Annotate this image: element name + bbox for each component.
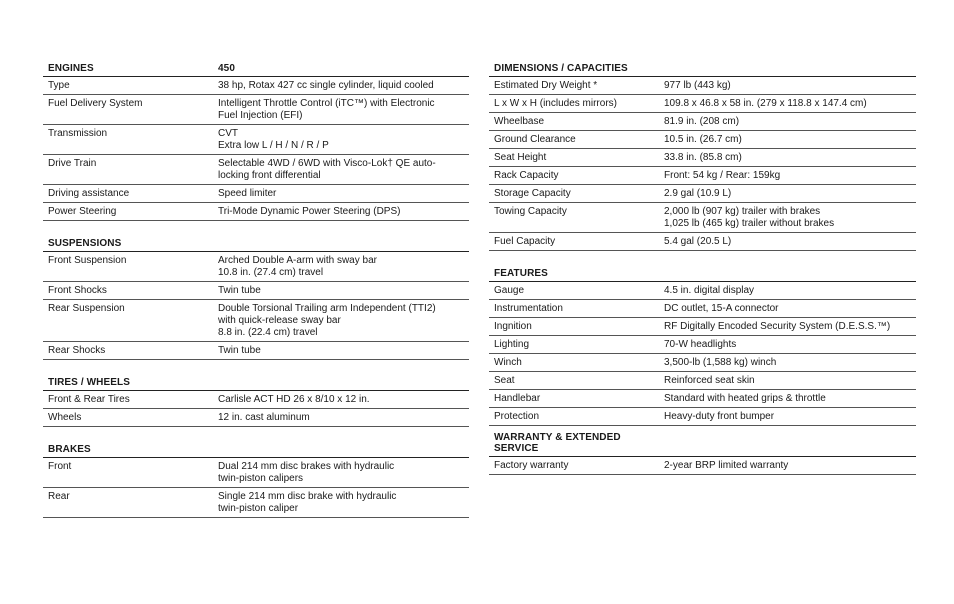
spec-value: CVT Extra low L / H / N / R / P: [218, 128, 329, 151]
spec-label: Rear Suspension: [48, 303, 125, 314]
spec-label: Rear: [48, 491, 70, 502]
spec-label: Lighting: [494, 339, 530, 350]
spec-row: [489, 233, 916, 251]
spec-value: 81.9 in. (208 cm): [664, 116, 740, 127]
section-dimensions-capacities: [489, 60, 916, 251]
spec-label: Estimated Dry Weight *: [494, 80, 598, 91]
spec-label: Front Shocks: [48, 285, 107, 296]
spec-row: [43, 155, 469, 185]
section-tires-wheels: [43, 374, 469, 427]
spec-label: Gauge: [494, 285, 525, 296]
spec-value: Tri-Mode Dynamic Power Steering (DPS): [218, 206, 401, 217]
spec-value: Intelligent Throttle Control (iTC™) with Electronic Fuel Injection (EFI): [218, 98, 435, 121]
spec-label: Front Suspension: [48, 255, 127, 266]
spec-row: [489, 318, 916, 336]
section-header-value: 450: [218, 63, 235, 74]
spec-label: Wheels: [48, 412, 82, 423]
spec-value: Carlisle ACT HD 26 x 8/10 x 12 in.: [218, 394, 370, 405]
spec-value: 10.5 in. (26.7 cm): [664, 134, 742, 145]
spec-row: [489, 131, 916, 149]
section-warranty-extended-service: [489, 432, 916, 475]
spec-row: [489, 167, 916, 185]
spec-label: Ground Clearance: [494, 134, 576, 145]
spec-value: DC outlet, 15-A connector: [664, 303, 779, 314]
spec-row: [43, 409, 469, 427]
section-title: SUSPENSIONS: [48, 238, 122, 249]
spec-row: [43, 391, 469, 409]
spec-value: Reinforced seat skin: [664, 375, 755, 386]
spec-row: [489, 282, 916, 300]
spec-value: Single 214 mm disc brake with hydraulic twin-piston caliper: [218, 491, 397, 514]
spec-value: 109.8 x 46.8 x 58 in. (279 x 118.8 x 147.4 cm): [664, 98, 867, 109]
spec-value: 2,000 lb (907 kg) trailer with brakes 1,025 lb (465 kg) trailer without brakes: [664, 206, 835, 229]
section-title: ENGINES: [48, 63, 94, 74]
spec-row: [43, 125, 469, 155]
spec-value: 12 in. cast aluminum: [218, 412, 310, 423]
spec-row: [43, 203, 469, 221]
spec-label: Front & Rear Tires: [48, 394, 130, 405]
spec-row: [489, 390, 916, 408]
section-title: TIRES / WHEELS: [48, 377, 130, 388]
section-header: [43, 235, 469, 252]
spec-label: Type: [48, 80, 70, 91]
spec-label: Wheelbase: [494, 116, 545, 127]
section-header: [43, 374, 469, 391]
spec-row: [43, 488, 469, 518]
section-header: [489, 432, 916, 457]
spec-row: [489, 336, 916, 354]
section-title: WARRANTY & EXTENDED SERVICE: [494, 432, 621, 454]
section-features: [489, 265, 916, 426]
section-suspensions: [43, 235, 469, 360]
spec-value: Front: 54 kg / Rear: 159kg: [664, 170, 781, 181]
right-spec-column: [489, 60, 916, 489]
section-header: [489, 60, 916, 77]
spec-value: 977 lb (443 kg): [664, 80, 731, 91]
spec-row: [489, 372, 916, 390]
spec-value: Heavy-duty front bumper: [664, 411, 775, 422]
spec-value: 38 hp, Rotax 427 cc single cylinder, liquid cooled: [218, 80, 434, 91]
spec-row: [489, 354, 916, 372]
spec-value: Standard with heated grips & throttle: [664, 393, 826, 404]
spec-value: 70-W headlights: [664, 339, 737, 350]
spec-value: Dual 214 mm disc brakes with hydraulic twin-piston calipers: [218, 461, 395, 484]
spec-label: Towing Capacity: [494, 206, 567, 217]
spec-label: Seat Height: [494, 152, 547, 163]
section-title: FEATURES: [494, 268, 548, 279]
spec-row: [43, 282, 469, 300]
spec-label: Protection: [494, 411, 540, 422]
spec-row: [43, 342, 469, 360]
spec-label: Power Steering: [48, 206, 117, 217]
spec-label: Storage Capacity: [494, 188, 571, 199]
spec-label: Rear Shocks: [48, 345, 106, 356]
spec-row: [489, 457, 916, 475]
left-spec-column: [43, 60, 469, 532]
spec-value: 33.8 in. (85.8 cm): [664, 152, 742, 163]
spec-row: [43, 458, 469, 488]
spec-value: 2-year BRP limited warranty: [664, 460, 789, 471]
spec-label: Ingnition: [494, 321, 532, 332]
section-header: [489, 265, 916, 282]
spec-value: Twin tube: [218, 285, 261, 296]
section-title: BRAKES: [48, 444, 91, 455]
spec-row: [489, 408, 916, 426]
spec-row: [43, 300, 469, 342]
spec-label: L x W x H (includes mirrors): [494, 98, 617, 109]
section-brakes: [43, 441, 469, 518]
spec-row: [43, 252, 469, 282]
spec-label: Driving assistance: [48, 188, 130, 199]
spec-value: 3,500-lb (1,588 kg) winch: [664, 357, 777, 368]
spec-row: [489, 113, 916, 131]
spec-label: Rack Capacity: [494, 170, 559, 181]
spec-value: 4.5 in. digital display: [664, 285, 755, 296]
spec-row: [489, 95, 916, 113]
spec-row: [43, 95, 469, 125]
spec-row: [489, 300, 916, 318]
spec-row: [489, 77, 916, 95]
spec-row: [43, 185, 469, 203]
spec-label: Drive Train: [48, 158, 97, 169]
section-header: [43, 60, 469, 77]
spec-label: Winch: [494, 357, 522, 368]
section-header: [43, 441, 469, 458]
spec-row: [489, 149, 916, 167]
spec-value: Speed limiter: [218, 188, 277, 199]
spec-row: [489, 203, 916, 233]
spec-value: Selectable 4WD / 6WD with Visco-Lok† QE auto- locking front differential: [218, 158, 436, 181]
spec-row: [489, 185, 916, 203]
spec-label: Fuel Capacity: [494, 236, 556, 247]
spec-value: RF Digitally Encoded Security System (D.E.S.S.™): [664, 321, 891, 332]
spec-label: Seat: [494, 375, 515, 386]
spec-value: 2.9 gal (10.9 L): [664, 188, 732, 199]
spec-label: Instrumentation: [494, 303, 563, 314]
spec-value: Twin tube: [218, 345, 261, 356]
spec-value: Double Torsional Trailing arm Independent (TTI2) with quick-release sway bar 8.8 in. (22.4 cm) travel: [218, 303, 436, 338]
spec-label: Transmission: [48, 128, 108, 139]
spec-value: Arched Double A-arm with sway bar 10.8 in. (27.4 cm) travel: [218, 255, 377, 278]
spec-label: Front: [48, 461, 72, 472]
section-title: DIMENSIONS / CAPACITIES: [494, 63, 628, 74]
spec-label: Fuel Delivery System: [48, 98, 143, 109]
spec-label: Factory warranty: [494, 460, 569, 471]
spec-label: Handlebar: [494, 393, 541, 404]
section-engines: [43, 60, 469, 221]
spec-row: [43, 77, 469, 95]
spec-value: 5.4 gal (20.5 L): [664, 236, 732, 247]
